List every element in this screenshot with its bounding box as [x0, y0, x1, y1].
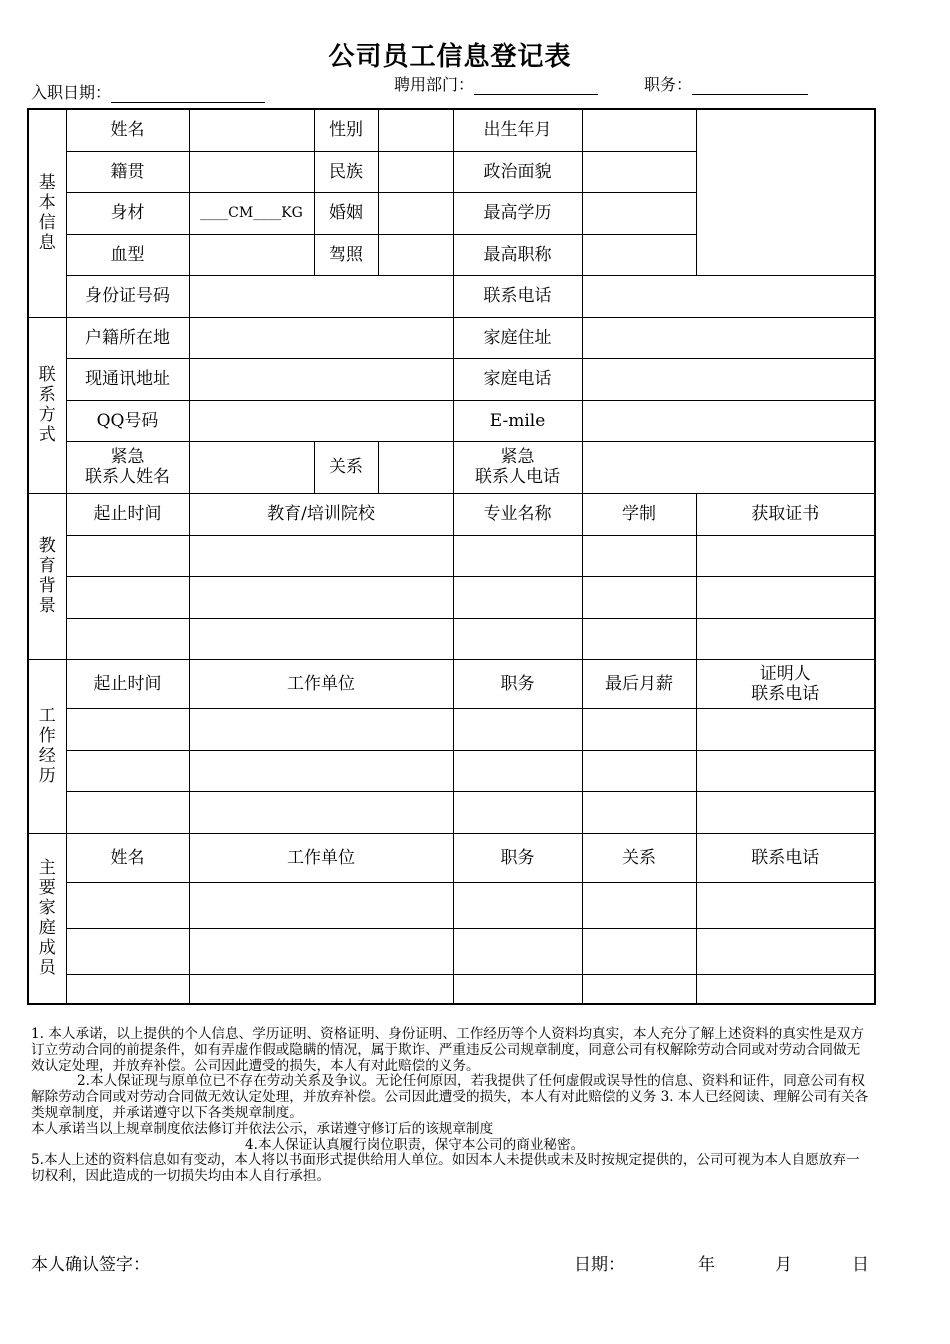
license-label: 驾照 — [314, 234, 378, 275]
entry-date-field — [31, 80, 265, 103]
work-salary-header: 最后月薪 — [582, 659, 696, 708]
position-label: 职务： — [644, 75, 693, 94]
phone-label: 联系电话 — [453, 275, 582, 317]
education-input[interactable] — [582, 192, 696, 234]
edu-cert-header: 获取证书 — [696, 493, 875, 535]
table-row — [28, 928, 875, 974]
family-company-header: 工作单位 — [189, 833, 453, 882]
emergency-phone-label: 紧急 联系人电话 — [453, 441, 582, 493]
edu-length-header: 学制 — [582, 493, 696, 535]
edu-major-header: 专业名称 — [453, 493, 582, 535]
name-input[interactable] — [189, 109, 314, 151]
political-label: 政治面貌 — [453, 151, 582, 192]
emergency-name-input[interactable] — [189, 441, 314, 493]
table-row — [28, 791, 875, 833]
table-row — [28, 535, 875, 576]
note-1: 1. 本人承诺，以上提供的个人信息、学历证明、资格证明、身份证明、工作经历等个人资料均真实，本人充分了解上述资料的真实性是双方订立劳动合同的前提条件，如有弄虚作假或隐瞒的情况，属于欺诈、严重违反公司规章制度，同意公司有权解除劳动合同或对劳动合同做无效认定处理，并放弃补偿。公司因此遭受的损失，本人有对此赔偿的义务。 — [31, 1026, 864, 1074]
political-input[interactable] — [582, 151, 696, 192]
work-witness-header: 证明人 联系电话 — [696, 659, 875, 708]
dept-field — [394, 72, 598, 95]
section-family: 主要家庭成员 — [28, 833, 66, 1004]
section-work: 工作经历 — [28, 659, 66, 833]
dept-label: 聘用部门： — [394, 75, 475, 94]
table-row — [28, 576, 875, 618]
declaration-notes — [31, 1027, 873, 1185]
gender-label: 性别 — [314, 109, 378, 151]
family-relation-header: 关系 — [582, 833, 696, 882]
edu-school-header: 教育/培训院校 — [189, 493, 453, 535]
table-row — [28, 882, 875, 928]
note-5: 5.本人上述的资料信息如有变动，本人将以书面形式提供给用人单位。如因本人未提供或未及时按规定提供的，公司可视为本人自愿放弃一切权利，因此造成的一切损失均由本人自行承担。 — [31, 1152, 860, 1185]
birth-input[interactable] — [582, 109, 696, 151]
section-education: 教育背景 — [28, 493, 66, 659]
name-label: 姓名 — [66, 109, 189, 151]
ethnic-input[interactable] — [378, 151, 453, 192]
household-label: 户籍所在地 — [66, 317, 189, 358]
date-year-label: 年 — [698, 1255, 715, 1275]
gender-input[interactable] — [378, 109, 453, 151]
home-phone-label: 家庭电话 — [453, 358, 582, 400]
section-contact: 联系方式 — [28, 317, 66, 493]
email-input[interactable] — [582, 400, 875, 441]
family-name-header: 姓名 — [66, 833, 189, 882]
home-addr-label: 家庭住址 — [453, 317, 582, 358]
blood-label: 血型 — [66, 234, 189, 275]
work-company-header: 工作单位 — [189, 659, 453, 708]
household-input[interactable] — [189, 317, 453, 358]
current-addr-input[interactable] — [189, 358, 453, 400]
stature-input[interactable]: ____CM____KG — [189, 192, 314, 234]
registration-table — [27, 108, 876, 1005]
dept-input[interactable] — [474, 76, 598, 95]
form-title: 公司员工信息登记表 — [328, 42, 572, 72]
ethnic-label: 民族 — [314, 151, 378, 192]
license-input[interactable] — [378, 234, 453, 275]
title-label: 最高职称 — [453, 234, 582, 275]
family-phone-header: 联系电话 — [696, 833, 875, 882]
table-row — [28, 708, 875, 750]
education-label: 最高学历 — [453, 192, 582, 234]
table-row — [28, 750, 875, 791]
position-field — [644, 72, 808, 95]
note-2: 2.本人保证现与原单位已不存在劳动关系及争议。无论任何原因，若我提供了任何虚假或误导性的信息、资料和证件，同意公司有权解除劳动合同或对劳动合同做无效认定处理，并放弃补偿。公司因此遭受的损失，本人有对此赔偿的义务 3. 本人已经阅读、理解公司有关各类规章制度，并承诺遵守以下各类规章制度。 — [31, 1073, 869, 1121]
relation-label: 关系 — [314, 441, 378, 493]
edu-period-header: 起止时间 — [66, 493, 189, 535]
date-month-label: 月 — [775, 1255, 792, 1275]
email-label: E-mile — [453, 400, 582, 441]
emergency-name-label: 紧急 联系人姓名 — [66, 441, 189, 493]
title-input[interactable] — [582, 234, 696, 275]
work-position-header: 职务 — [453, 659, 582, 708]
qq-input[interactable] — [189, 400, 453, 441]
entry-date-input[interactable] — [111, 84, 265, 103]
date-day-label: 日 — [852, 1255, 869, 1275]
stature-label: 身材 — [66, 192, 189, 234]
table-row — [28, 974, 875, 1004]
marriage-label: 婚姻 — [314, 192, 378, 234]
section-basic-info: 基本信息 — [28, 109, 66, 317]
native-label: 籍贯 — [66, 151, 189, 192]
entry-date-label: 入职日期： — [31, 83, 112, 102]
family-position-header: 职务 — [453, 833, 582, 882]
marriage-input[interactable] — [378, 192, 453, 234]
home-phone-input[interactable] — [582, 358, 875, 400]
signature-area[interactable] — [172, 1250, 532, 1272]
qq-label: QQ号码 — [66, 400, 189, 441]
idcard-input[interactable] — [189, 275, 453, 317]
phone-input[interactable] — [582, 275, 875, 317]
date-label: 日期： — [574, 1255, 625, 1275]
photo-box[interactable] — [696, 109, 875, 275]
note-4: 4.本人保证认真履行岗位职责，保守本公司的商业秘密。 — [245, 1136, 585, 1153]
native-input[interactable] — [189, 151, 314, 192]
relation-input[interactable] — [378, 441, 453, 493]
emergency-phone-input[interactable] — [582, 441, 875, 493]
home-addr-input[interactable] — [582, 317, 875, 358]
current-addr-label: 现通讯地址 — [66, 358, 189, 400]
note-3: 本人承诺当以上规章制度依法修订并依法公示，承诺遵守修订后的该规章制度 — [31, 1120, 494, 1137]
position-input[interactable] — [692, 76, 808, 95]
work-period-header: 起止时间 — [66, 659, 189, 708]
idcard-label: 身份证号码 — [66, 275, 189, 317]
table-row — [28, 618, 875, 659]
signature-label: 本人确认签字： — [31, 1255, 150, 1275]
birth-label: 出生年月 — [453, 109, 582, 151]
blood-input[interactable] — [189, 234, 314, 275]
